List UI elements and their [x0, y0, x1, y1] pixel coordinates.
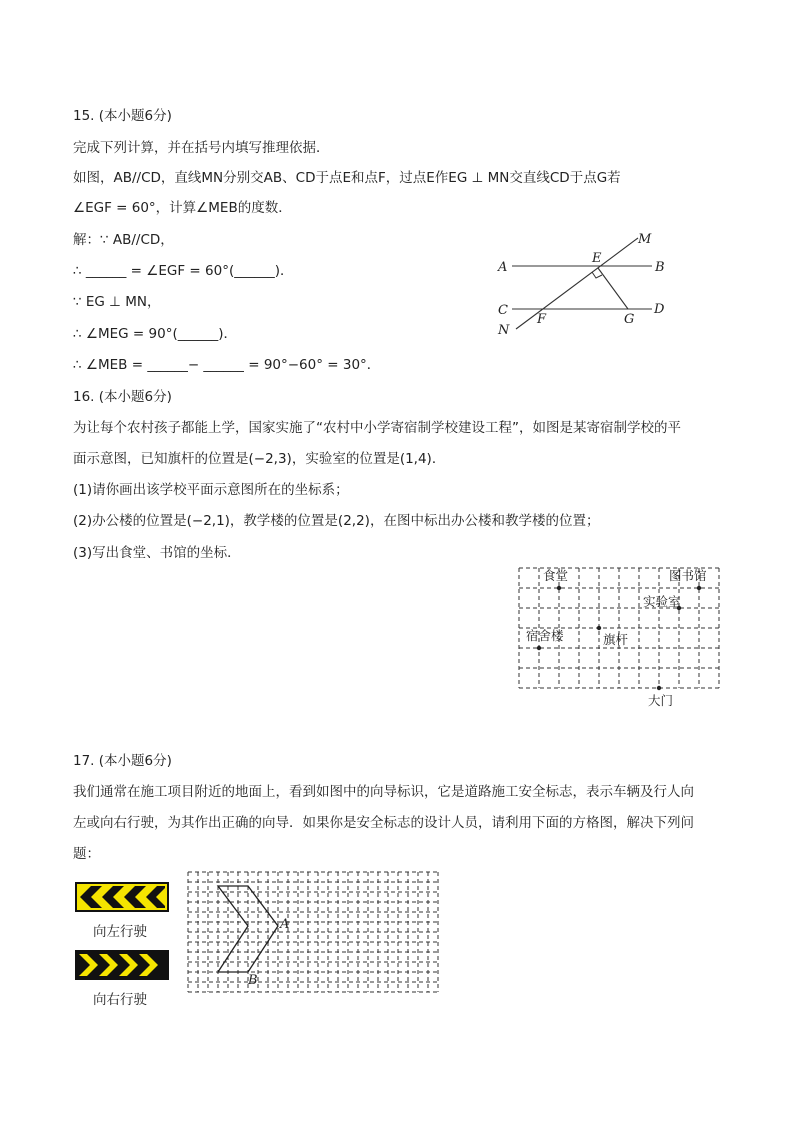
label-d: D — [654, 302, 665, 317]
label-lab: 实验室 — [643, 594, 681, 609]
q15-step-3: ∵ EG ⊥ MN， — [73, 294, 161, 310]
label-e: E — [592, 251, 602, 266]
label-a: A — [498, 260, 508, 275]
q16-part-1: (1)请你画出该学校平面示意图所在的坐标系； — [73, 482, 349, 498]
q16-header: 16. (本小题6分) — [73, 389, 172, 405]
q15-geometry-figure — [490, 226, 680, 341]
sign-right-icon — [75, 950, 169, 980]
right-angle-mark — [592, 272, 602, 278]
point-gate — [657, 686, 661, 690]
line-mn — [516, 238, 638, 329]
shape-grid — [188, 872, 438, 992]
q15-step-2: ∴ ______ = ∠EGF = 60°(______)． — [73, 263, 294, 279]
label-dorm: 宿舍楼 — [526, 628, 564, 643]
q17-text-3: 题： — [73, 846, 100, 862]
label-c: C — [498, 303, 508, 318]
label-canteen: 食堂 — [543, 568, 569, 583]
label-n: N — [498, 323, 510, 338]
point-dorm — [537, 646, 541, 650]
q17-grid-figure — [180, 866, 450, 996]
q16-text-2: 面示意图，已知旗杆的位置是(−2,3)，实验室的位置是(1,4)． — [73, 451, 446, 467]
point-library — [697, 586, 701, 590]
q15-header: 15. (本小题6分) — [73, 108, 172, 124]
q15-step-4: ∴ ∠MEG = 90°(______)． — [73, 326, 237, 342]
label-gate: 大门 — [648, 693, 674, 708]
label-library: 图书馆 — [669, 568, 707, 583]
q15-condition-2: ∠EGF = 60°，计算∠MEB的度数． — [73, 200, 292, 216]
label-b: B — [655, 260, 665, 275]
q16-text-1: 为让每个农村孩子都能上学，国家实施了“农村中小学寄宿制学校建设工程”，如图是某寄宿制学校的平 — [73, 420, 681, 436]
label-g: G — [624, 312, 635, 327]
q15-step-1: 解：∵ AB//CD， — [73, 232, 174, 248]
label-b-point: B — [248, 973, 258, 988]
point-flagpole — [597, 626, 601, 630]
point-canteen — [557, 586, 561, 590]
q17-header: 17. (本小题6分) — [73, 753, 172, 769]
q15-condition-1: 如图，AB//CD，直线MN分别交AB、CD于点E和点F，过点E作EG ⊥ MN交直线CD于点G若 — [73, 170, 621, 186]
label-a-point: A — [280, 917, 290, 932]
label-f: F — [537, 312, 547, 327]
q16-part-3: (3)写出食堂、书馆的坐标． — [73, 545, 241, 561]
label-m: M — [638, 232, 652, 247]
sign-left-caption: 向左行驶 — [93, 924, 147, 940]
sign-right-caption: 向右行驶 — [93, 992, 147, 1008]
q15-step-5: ∴ ∠MEB = ______− ______ = 90°−60° = 30°． — [73, 357, 381, 373]
q15-intro: 完成下列计算，并在括号内填写推理依据． — [73, 140, 330, 156]
q17-text-2: 左或向右行驶，为其作出正确的向导．如果你是安全标志的设计人员，请利用下面的方格图，解决下列问 — [73, 815, 694, 831]
segment-eg — [598, 268, 628, 309]
q17-text-1: 我们通常在施工项目附近的地面上，看到如图中的向导标识，它是道路施工安全标志，表示车辆及行人向 — [73, 784, 694, 800]
label-flagpole: 旗杆 — [603, 632, 629, 647]
q16-school-map — [512, 562, 732, 712]
q16-part-2: (2)办公楼的位置是(−2,1)，教学楼的位置是(2,2)，在图中标出办公楼和教学楼的位置； — [73, 513, 600, 529]
sign-left-icon — [75, 882, 169, 912]
